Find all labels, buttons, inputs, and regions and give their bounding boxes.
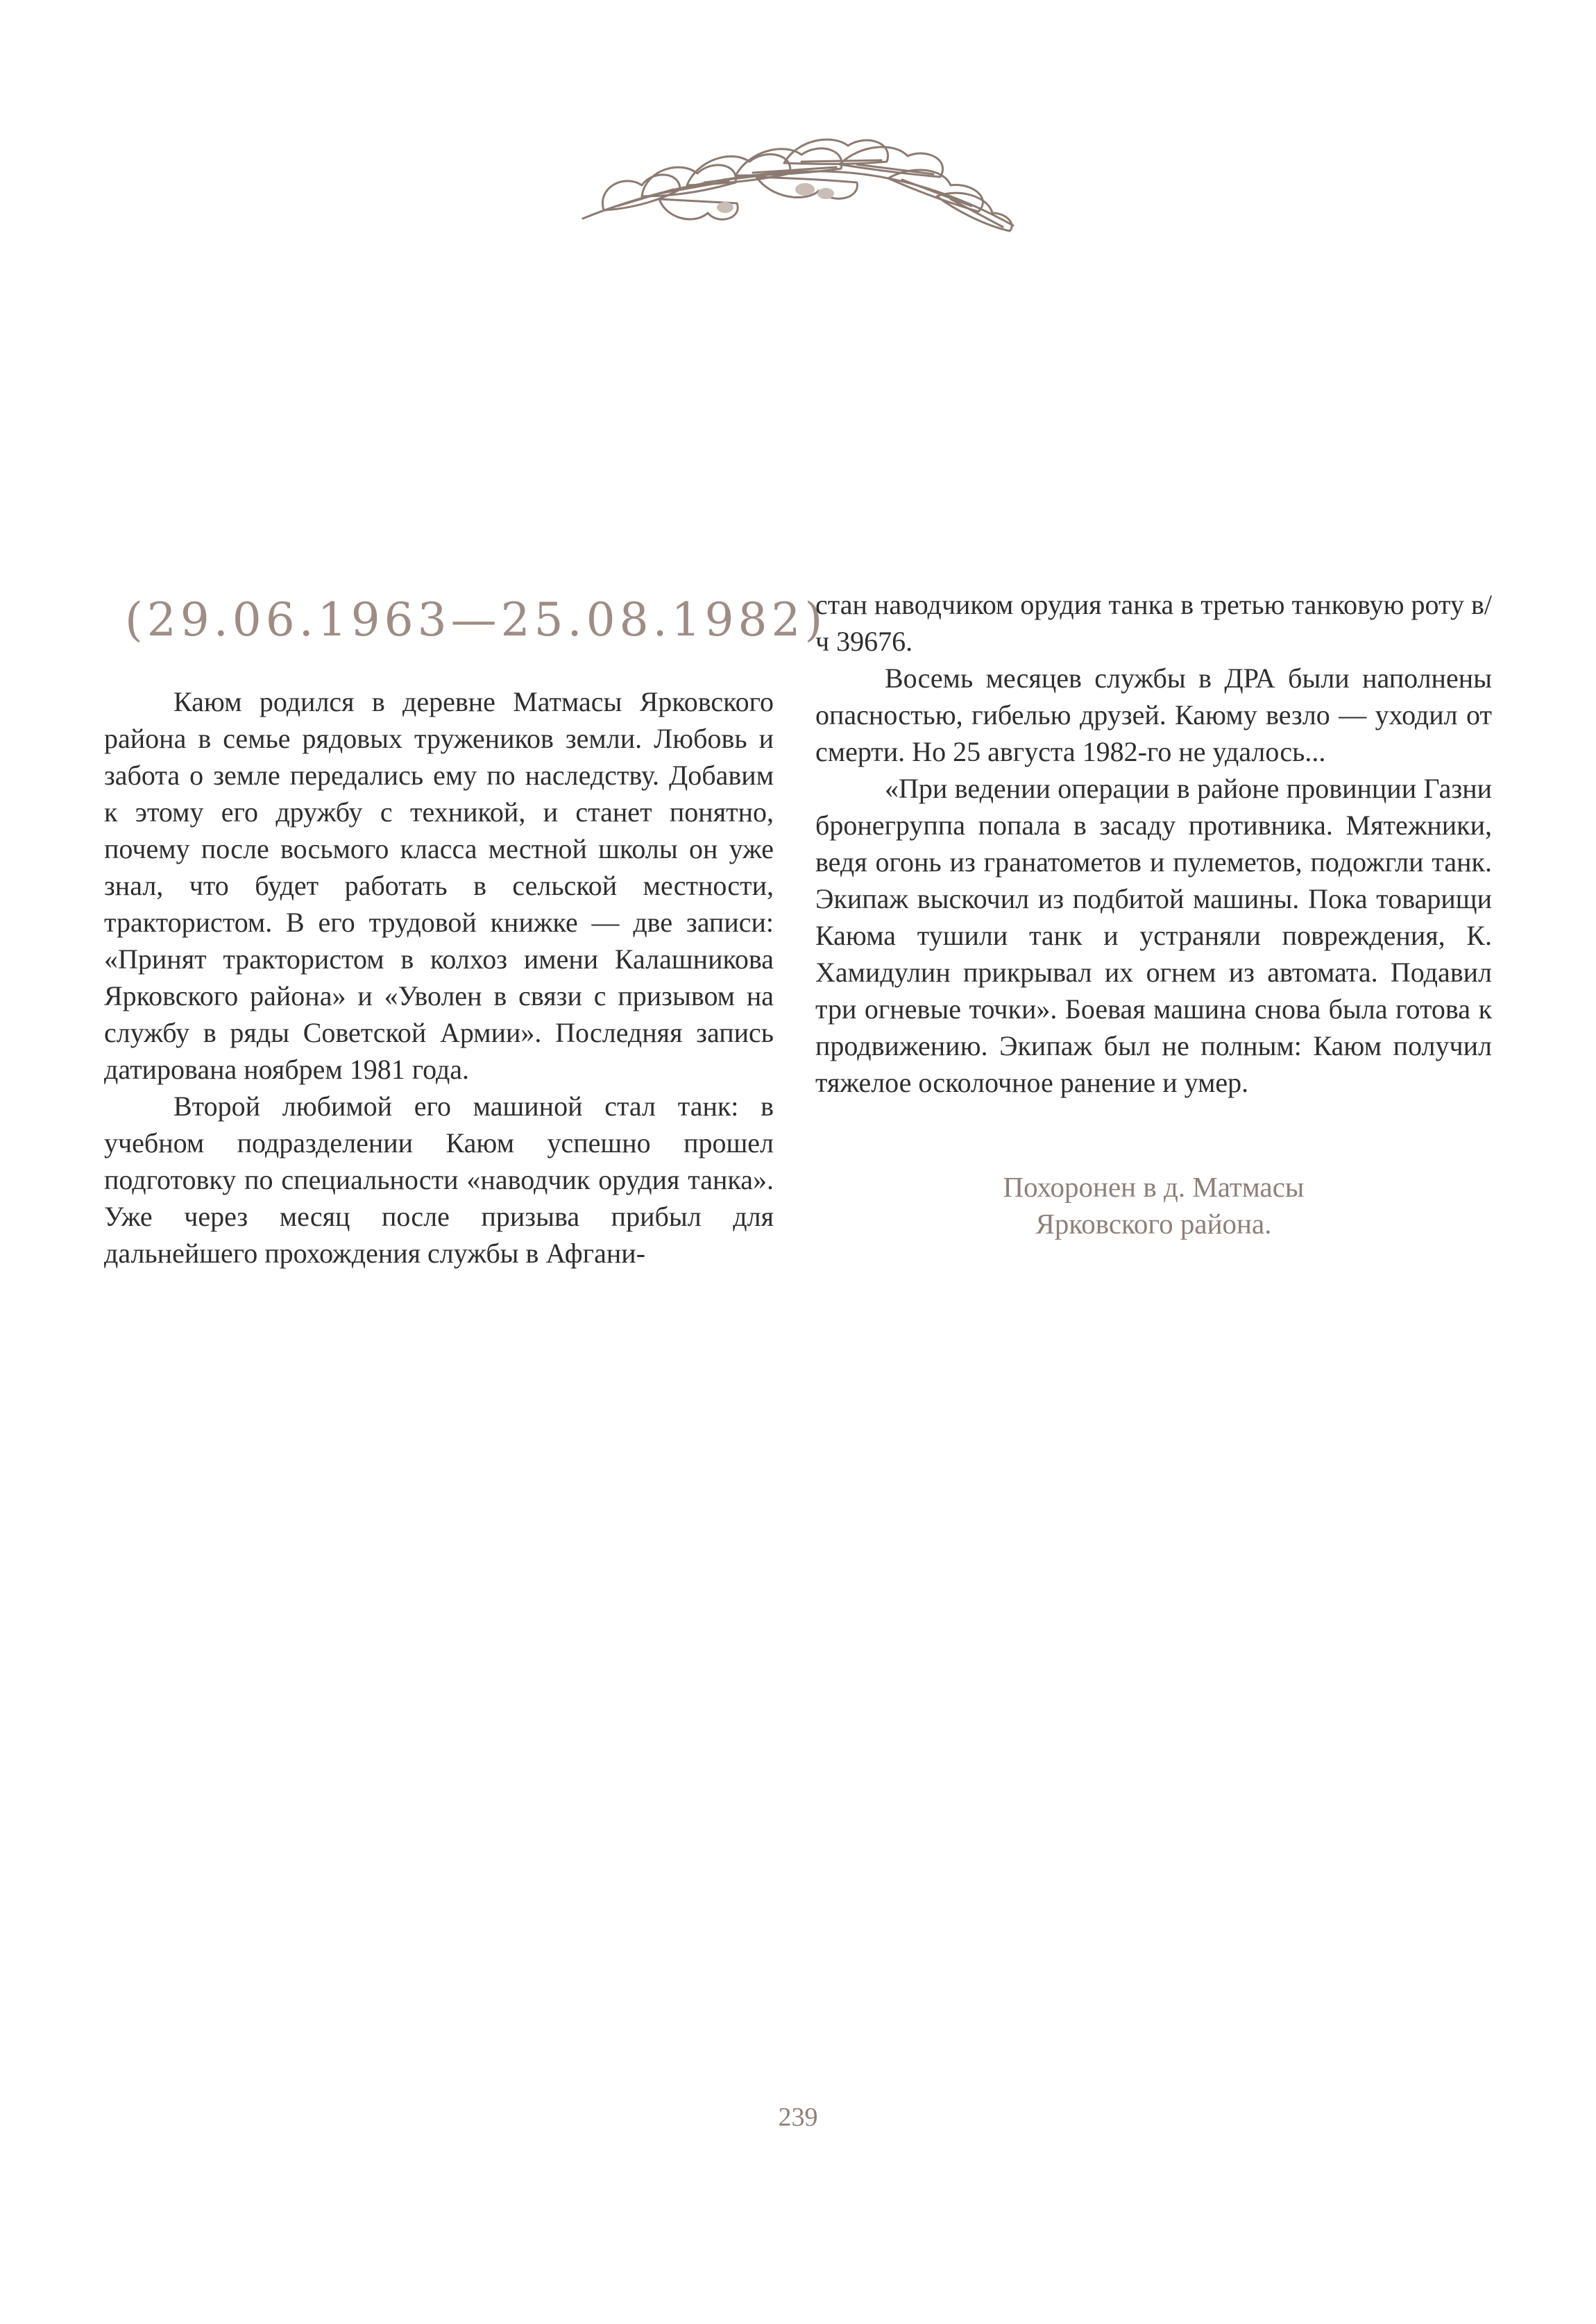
burial-note bbox=[815, 1169, 1492, 1242]
right-column bbox=[815, 586, 1492, 1101]
paragraph: Второй любимой его машиной стал танк: в учебном подразделении Каюм успешно прошел подготовку по специальности «наводчик орудия танка». Уже через месяц после призыва прибыл для дальнейшего прохождения службы в Афгани- bbox=[104, 1091, 774, 1269]
burial-line: Похоронен в д. Матмасы bbox=[1003, 1171, 1305, 1203]
paragraph: «При ведении операции в районе провинции Газни бронегруппа попала в засаду противника. Мятежники, ведя огонь из гранатометов и пулеметов, подожгли танк. Экипаж выскочил из подбитой машины. Пока товарищи Каюма тушили танк и устраняли повреждения, К. Хамидулин прикрывал их огнем из автомата. Подавил три огневые точки». Боевая машина снова была готова к продвижению. Экипаж был не полным: Каюм получил тяжелое осколочное ранение и умер. bbox=[815, 773, 1492, 1098]
paragraph: Каюм родился в деревне Матмасы Ярковского района в семье рядовых тружеников земли. Любовь и забота о земле передались ему по наследству. Добавим к этому его дружбу с техникой, и станет понятно, почему после восьмого класса местной школы он уже знал, что будет работать в сельской местности, трактористом. В его трудовой книжке — две записи: «Принят трактористом в колхоз имени Калашникова Ярковского района» и «Уволен в связи с призывом на службу в ряды Советской Армии». Последняя запись датирована ноябрем 1981 года. bbox=[104, 686, 774, 1085]
burial-line: Ярковского района. bbox=[1035, 1208, 1272, 1240]
page-number: 239 bbox=[778, 2103, 818, 2132]
paragraph: стан наводчиком орудия танка в третью танковую роту в/ч 39676. bbox=[815, 589, 1492, 657]
oak-branch-icon bbox=[576, 121, 1020, 236]
left-column bbox=[104, 683, 774, 1272]
paragraph: Восемь месяцев службы в ДРА были наполнены опасностью, гибелью друзей. Каюму везло — уходил от смерти. Но 25 августа 1982-го не удалось... bbox=[815, 663, 1492, 767]
life-dates: (29.06.1963—25.08.1982) bbox=[125, 593, 827, 647]
